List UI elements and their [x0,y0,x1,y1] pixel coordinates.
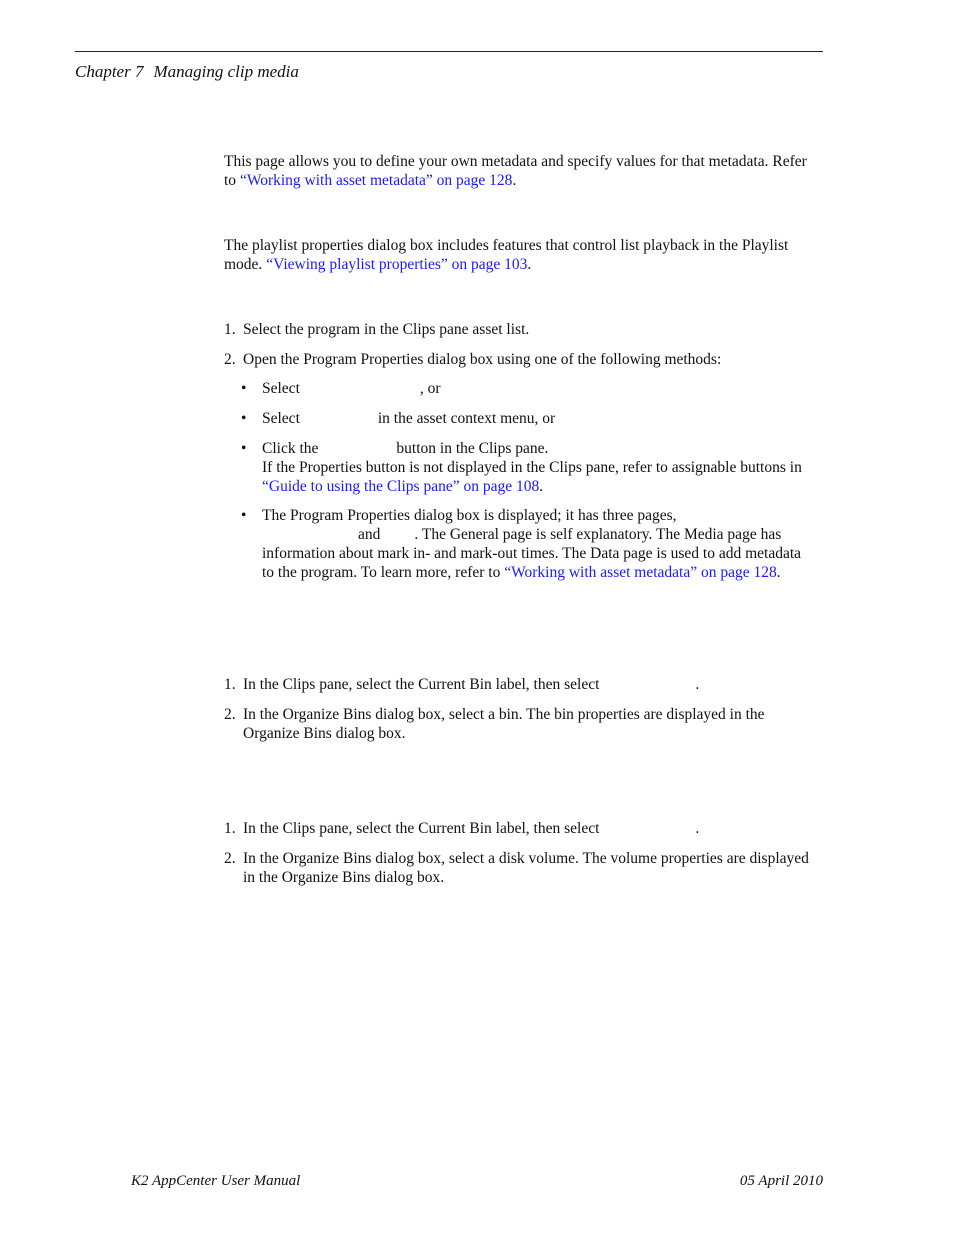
page-header [75,62,299,82]
header-rule [75,51,823,52]
intro-paragraph-playlist: The playlist properties dialog box includes features that control list playback in the Playlist mode. “Viewing playlist properties” on page 103. [224,237,789,273]
footer-manual-title: K2 AppCenter User Manual [131,1173,301,1189]
footer-date: 05 April 2010 [739,1173,823,1189]
link-guide-clips-pane[interactable]: “Guide to using the Clips pane” on page 108 [262,478,540,495]
link-working-with-metadata[interactable]: “Working with asset metadata” on page 128 [239,172,513,189]
link-working-with-metadata-2[interactable]: “Working with asset metadata” on page 128 [504,564,777,581]
link-viewing-playlist-properties[interactable]: “Viewing playlist properties” on page 103 [266,256,528,273]
chapter-label: Chapter 7 [75,62,144,81]
intro-paragraph-metadata: This page allows you to define your own metadata and specify values for that metadata. Refer to “Working with asset metadata” on page 128. [224,153,807,189]
chapter-title: Managing clip media [153,62,299,81]
